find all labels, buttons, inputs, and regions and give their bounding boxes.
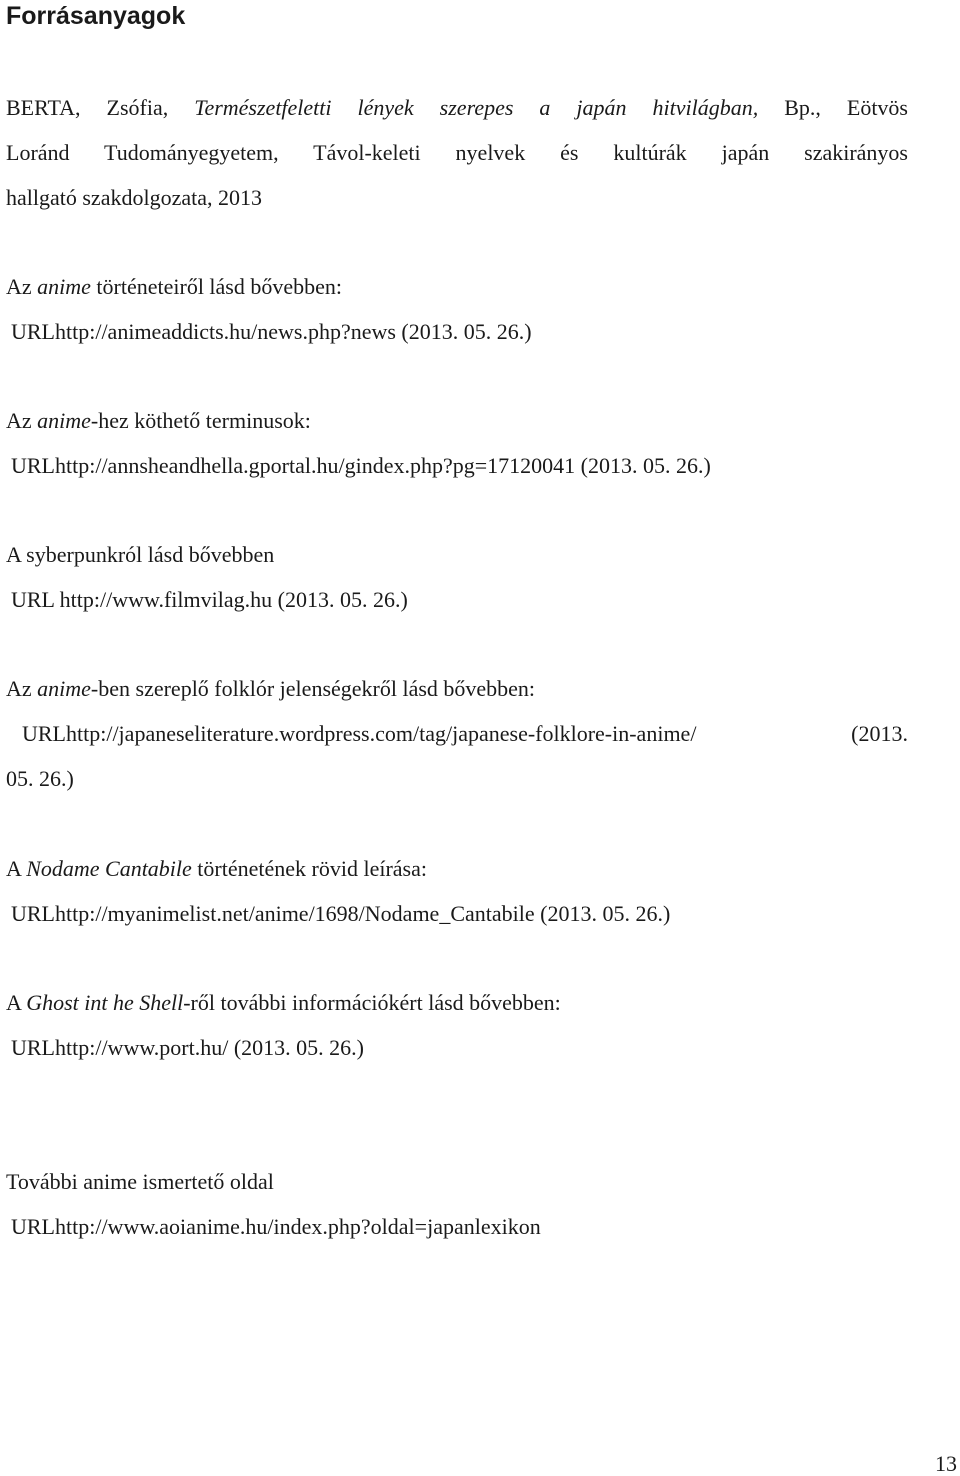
source-terminusok-url[interactable]: URLhttp://annsheandhella.gportal.hu/gindex.php?pg=17120041 (2013. 05. 26.) xyxy=(11,453,711,478)
source-berta-title: Természetfeletti lények szerepes a japán hitvilágban, xyxy=(194,95,759,120)
source-cyberpunk-intro: A syberpunkról lásd bővebben xyxy=(6,542,275,567)
page-title: Forrásanyagok xyxy=(6,2,186,30)
source-nodame-url[interactable]: URLhttp://myanimelist.net/anime/1698/Nodame_Cantabile (2013. 05. 26.) xyxy=(11,901,671,926)
source-folklore-url-line-1[interactable]: URLhttp://japaneseliterature.wordpress.com/tag/japanese-folklore-in-anime/ (2013. xyxy=(22,721,908,746)
source-berta-line-1 xyxy=(6,94,908,122)
source-nodame-intro: A Nodame Cantabile történetének rövid leírása: xyxy=(6,856,427,881)
source-folklore-intro: Az anime-ben szereplő folklór jelenségekről lásd bővebben: xyxy=(6,676,536,701)
source-animeaddicts-url[interactable]: URLhttp://animeaddicts.hu/news.php?news (2013. 05. 26.) xyxy=(11,319,532,344)
source-berta-line-2: Loránd Tudományegyetem, Távol-keleti nyelvek és kultúrák japán szakirányos xyxy=(6,140,908,165)
source-aoianime-url[interactable]: URLhttp://www.aoianime.hu/index.php?oldal=japanlexikon xyxy=(11,1214,541,1239)
source-berta-line-3: hallgató szakdolgozata, 2013 xyxy=(6,185,262,210)
source-animeaddicts-intro: Az anime történeteiről lásd bővebben: xyxy=(6,274,343,299)
source-cyberpunk-url[interactable]: URL http://www.filmvilag.hu (2013. 05. 26.) xyxy=(11,587,408,612)
source-ghost-intro: A Ghost int he Shell-ről további információkért lásd bővebben: xyxy=(6,990,561,1015)
page-number: 13 xyxy=(935,1451,957,1476)
source-folklore-url-line-2[interactable]: 05. 26.) xyxy=(6,766,74,791)
source-berta-place: Bp., Eötvös xyxy=(758,95,908,120)
source-terminusok-intro: Az anime-hez köthető terminusok: xyxy=(6,408,311,433)
source-aoianime-intro: További anime ismertető oldal xyxy=(6,1169,274,1194)
source-berta-author: BERTA, Zsófia, xyxy=(6,95,195,120)
source-ghost-url[interactable]: URLhttp://www.port.hu/ (2013. 05. 26.) xyxy=(11,1035,364,1060)
